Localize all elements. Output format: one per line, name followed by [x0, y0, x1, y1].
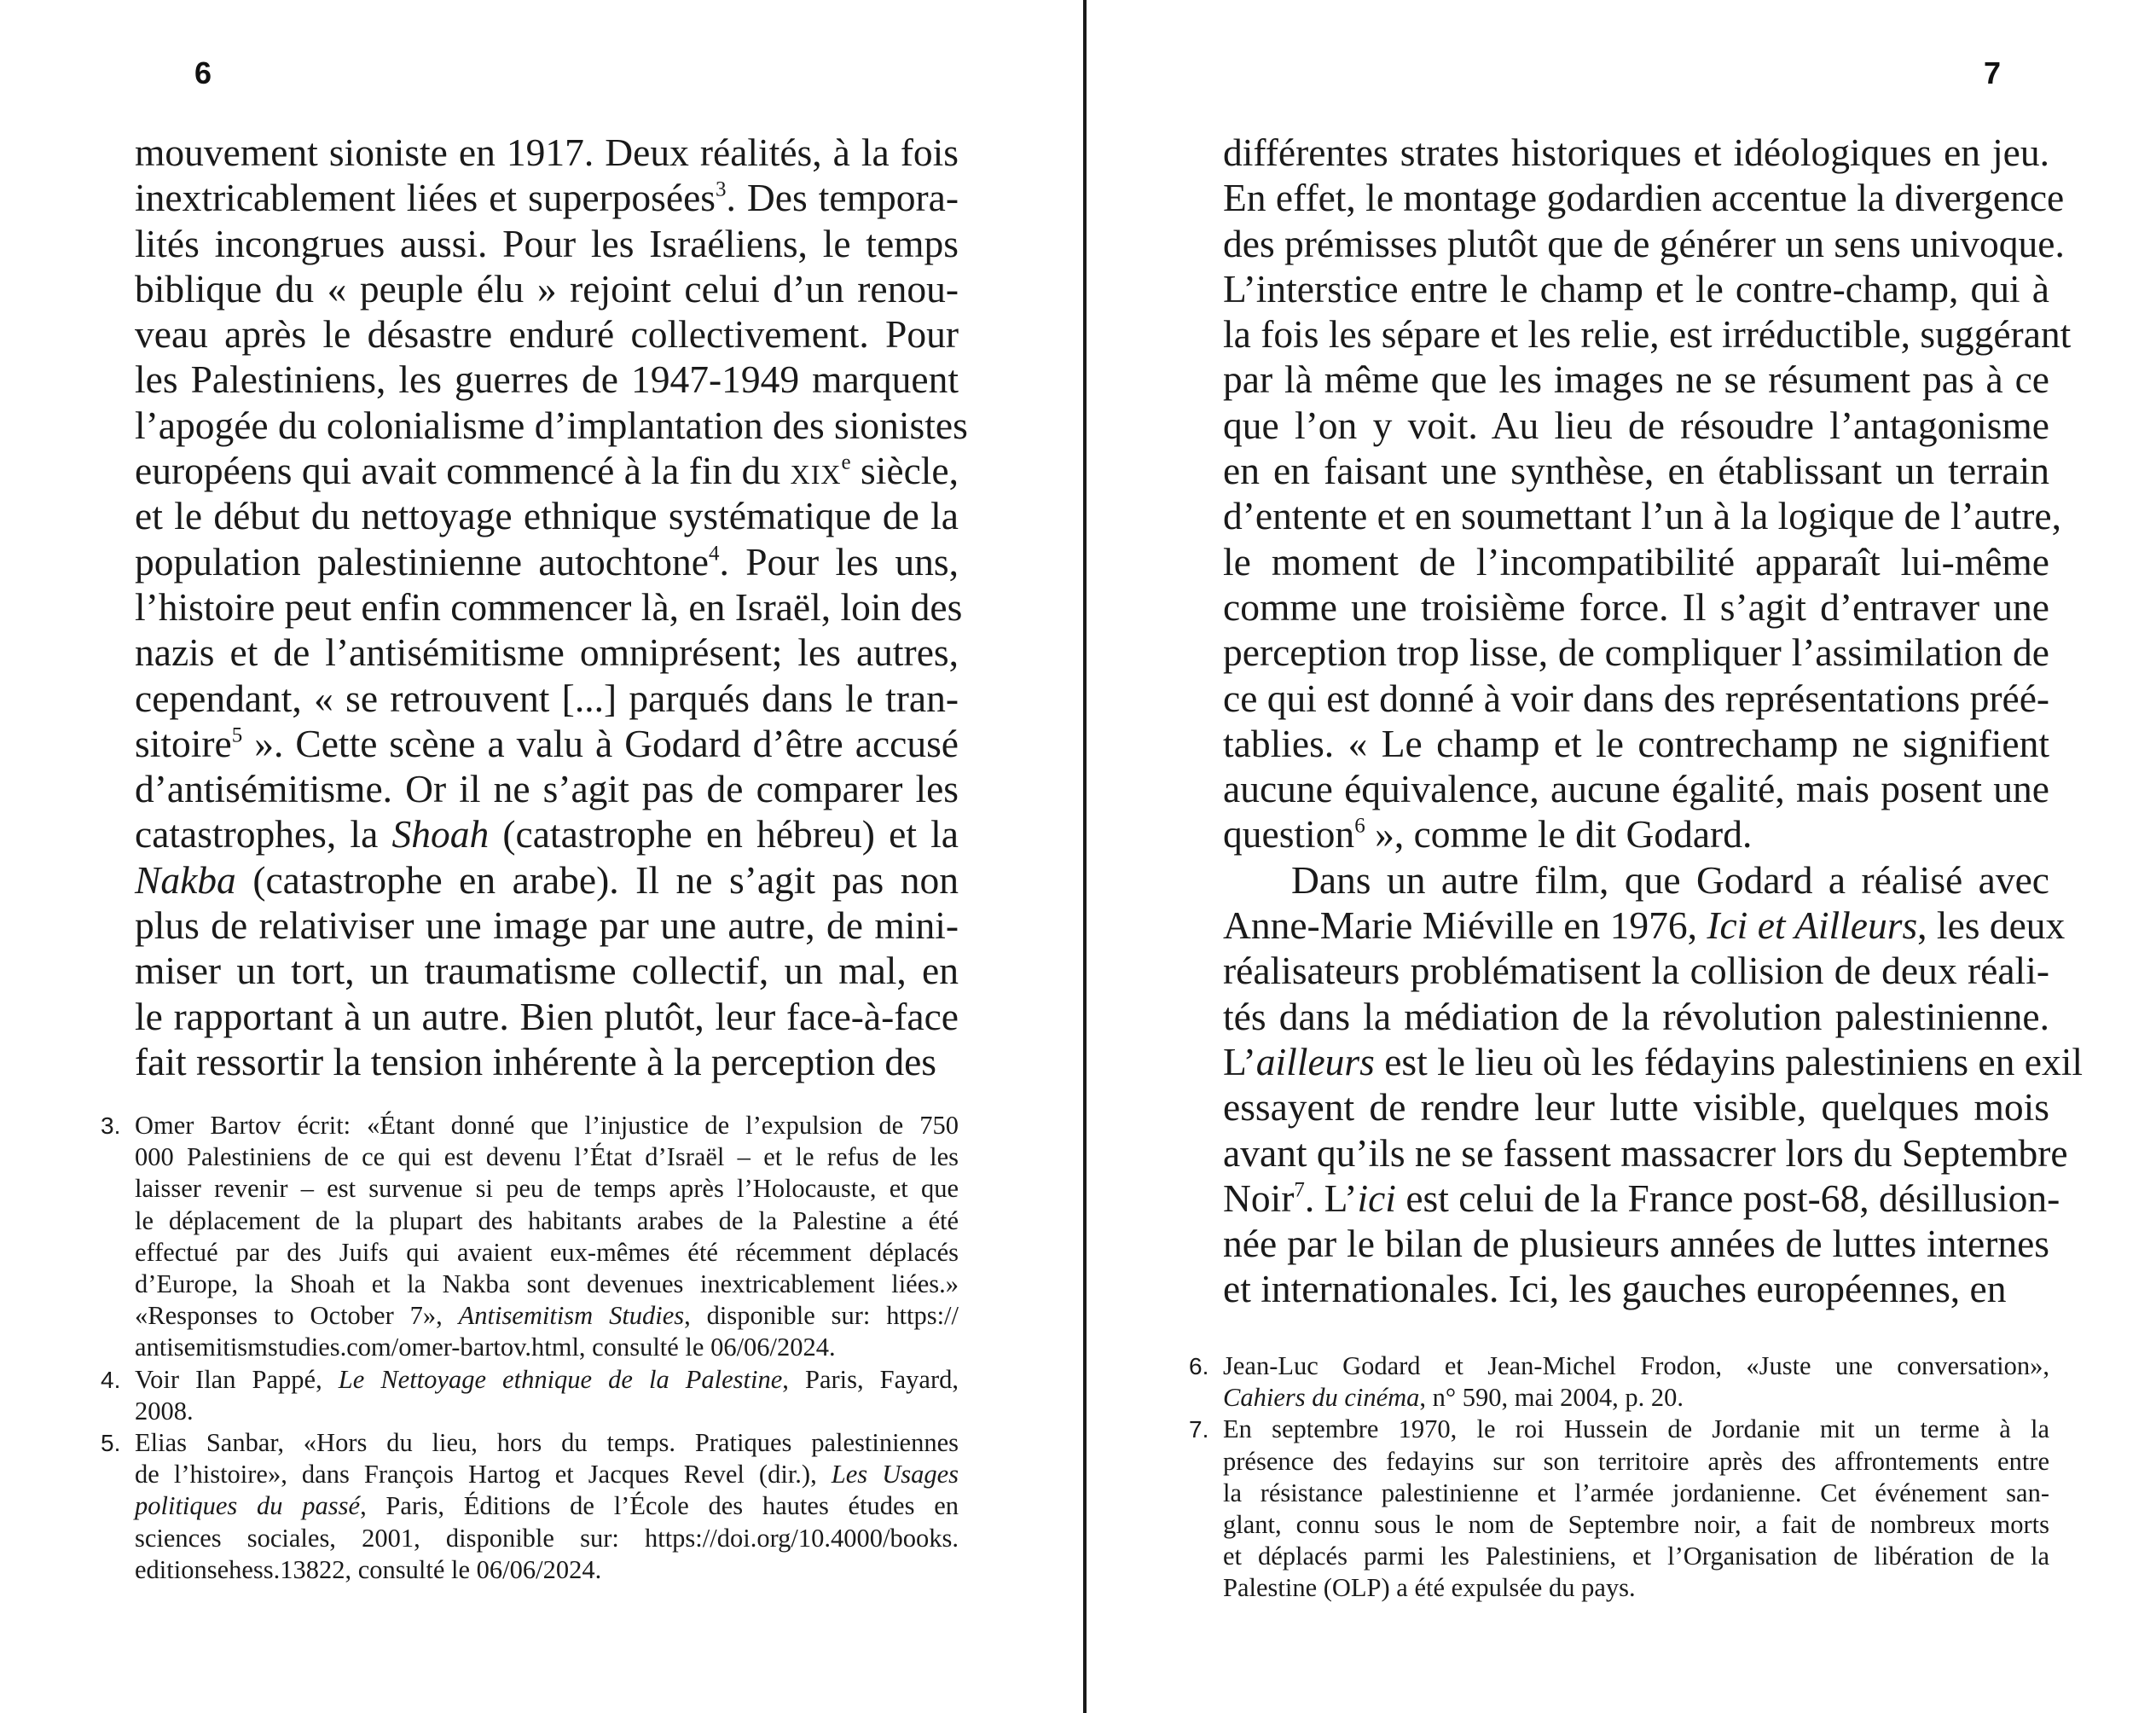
body-line: ce qui est donné à voir dans des représentations préé-	[1223, 676, 2050, 720]
body-line: lités incongrues aussi. Pour les Israéliens, le temps	[135, 221, 959, 265]
footnote-line: le déplacement de la plupart des habitants arabes de la Palestine a été	[135, 1205, 959, 1235]
footnote	[1189, 1350, 2049, 1414]
page-number: 7	[1984, 55, 2002, 90]
footnote-line: politiques du passé, Paris, Éditions de l’École des hautes études en	[135, 1491, 959, 1521]
body-line: l’histoire peut enfin commencer là, en Israël, loin des	[135, 584, 963, 629]
footnote-line: 5. Elias Sanbar, «Hors du lieu, hors du temps. Pratiques palestiniennes	[135, 1427, 959, 1459]
footnotes	[101, 1110, 959, 1586]
body-line: réalisateurs problématisent la collision de deux réali-	[1223, 949, 2049, 993]
body-line: tablies. « Le champ et le contrechamp ne signifient	[1223, 721, 2049, 765]
footnote-line: editionsehess.13822, consulté le 06/06/2024.	[135, 1554, 602, 1584]
body-line: inextricablement liées et superposées$^3$. Des tempora-	[135, 176, 959, 220]
footnote-number: 3.	[101, 1112, 121, 1139]
body-line: avant qu’ils ne se fassent massacrer lors du Septembre	[1223, 1130, 2068, 1175]
footnote	[101, 1110, 959, 1364]
body-line: catastrophes, la Shoah (catastrophe en hébreu) et la	[135, 812, 959, 856]
body-line: que l’on y voit. Au lieu de résoudre l’antagonisme	[1223, 403, 2049, 447]
body-text	[1223, 130, 2083, 1312]
body-line: veau après le désastre enduré collectivement. Pour	[135, 312, 959, 357]
body-line: et internationales. Ici, les gauches européennes, en	[1223, 1267, 2007, 1311]
body-line: question$^6$ », comme le dit Godard.	[1223, 812, 1753, 856]
body-line: par là même que les images ne se résument pas à ce	[1223, 357, 2049, 402]
footnote-number: 4.	[101, 1366, 121, 1393]
body-line: en en faisant une synthèse, en établissant un terrain	[1223, 449, 2049, 493]
footnote-line: 3. Omer Bartov écrit: «Étant donné que l’injustice de l’expulsion de 750	[135, 1110, 959, 1141]
footnote-number: 7.	[1189, 1416, 1209, 1443]
body-line: L’interstice entre le champ et le contre-champ, qui à	[1223, 266, 2049, 311]
body-line: Dans un autre film, que Godard a réalisé avec	[1291, 857, 2049, 902]
body-line: née par le bilan de plusieurs années de luttes internes	[1223, 1222, 2049, 1266]
body-line: essayent de rendre leur lutte visible, quelques mois	[1223, 1085, 2049, 1129]
footnote	[101, 1427, 959, 1586]
body-line: d’entente et en soumettant l’un à la logique de l’autre,	[1223, 494, 2061, 538]
body-line: la fois les sépare et les relie, est irréductible, suggérant	[1223, 312, 2072, 357]
body-line: population palestinienne autochtone$^4$. Pour les uns,	[135, 539, 959, 584]
footnote-line: effectué par des Juifs qui avaient eux-mêmes été récemment déplacés	[135, 1237, 959, 1267]
footnote-line: Cahiers du cinéma, n° 590, mai 2004, p. 20.	[1223, 1383, 1684, 1413]
body-line: d’antisémitisme. Or il ne s’agit pas de comparer les	[135, 767, 959, 811]
footnote-line: laisser revenir – est survenue si peu de temps après l’Holocauste, et que	[135, 1174, 959, 1204]
body-line: plus de relativiser une image par une autre, de mini-	[135, 903, 959, 948]
body-line: Nakba (catastrophe en arabe). Il ne s’agit pas non	[135, 857, 959, 902]
body-line: l’apogée du colonialisme d’implantation des sionistes	[135, 403, 968, 447]
footnote-line: sciences sociales, 2001, disponible sur: https://doi.org/10.4000/books.	[135, 1523, 959, 1553]
body-line: En effet, le montage godardien accentue la divergence	[1223, 176, 2065, 220]
body-line: aucune équivalence, aucune égalité, mais posent une	[1223, 767, 2049, 811]
footnote-line: 2008.	[135, 1396, 194, 1426]
footnote-line: présence des fedayins sur son territoire après des affrontements entre	[1223, 1446, 2049, 1476]
body-text	[135, 130, 968, 1084]
body-line: et le début du nettoyage ethnique systématique de la	[135, 494, 959, 538]
body-line: le moment de l’incompatibilité apparaît lui-même	[1223, 539, 2049, 584]
footnote-line: Palestine (OLP) a été expulsée du pays.	[1223, 1573, 1636, 1603]
body-line: comme une troisième force. Il s’agit d’entraver une	[1223, 584, 2049, 629]
body-line: tés dans la médiation de la révolution palestinienne.	[1223, 994, 2049, 1038]
body-line: biblique du « peuple élu » rejoint celui d’un renou-	[135, 266, 959, 311]
footnote-number: 5.	[101, 1430, 121, 1457]
footnote-line: antisemitismstudies.com/omer-bartov.html, consulté le 06/06/2024.	[135, 1333, 836, 1362]
footnote-line: et déplacés parmi les Palestiniens, et l’Organisation de libération de la	[1223, 1542, 2049, 1571]
body-line: mouvement sioniste en 1917. Deux réalités, à la fois	[135, 131, 959, 174]
body-line: le rapportant à un autre. Bien plutôt, leur face-à-face	[135, 994, 959, 1038]
footnote-line: 7. En septembre 1970, le roi Hussein de Jordanie mit un terme à la	[1223, 1414, 2049, 1445]
footnote	[1189, 1414, 2049, 1604]
body-line: miser un tort, un traumatisme collectif, un mal, en	[135, 949, 959, 993]
page-gutter-divider	[1083, 0, 1087, 1713]
footnote-line: «Responses to October 7», Antisemitism Studies, disponible sur: https://	[135, 1301, 959, 1331]
body-line: fait ressortir la tension inhérente à la perception des	[135, 1039, 936, 1083]
right-page	[1088, 0, 2156, 1713]
body-line: les Palestiniens, les guerres de 1947-1949 marquent	[135, 357, 959, 402]
footnote-line: glant, connu sous le nom de Septembre noir, a fait de nombreux morts	[1223, 1510, 2049, 1540]
footnote	[101, 1364, 959, 1427]
body-line: européens qui avait commencé à la fin du xix$^e$ siècle,	[135, 449, 959, 493]
body-line: nazis et de l’antisémitisme omniprésent; les autres,	[135, 630, 959, 675]
body-line: différentes strates historiques et idéologiques en jeu.	[1223, 131, 2049, 174]
footnote-line: de l’histoire», dans François Hartog et Jacques Revel (dir.), Les Usages	[135, 1460, 959, 1489]
footnote-number: 6.	[1189, 1353, 1209, 1379]
page-number: 6	[194, 55, 212, 90]
footnote-line: 4. Voir Ilan Pappé, Le Nettoyage ethnique de la Palestine, Paris, Fayard,	[135, 1364, 959, 1396]
footnote-line: la résistance palestinienne et l’armée jordanienne. Cet événement san-	[1223, 1478, 2049, 1507]
body-line: Anne-Marie Miéville en 1976, Ici et Ailleurs, les deux	[1223, 903, 2066, 948]
footnote-line: 000 Palestiniens de ce qui est devenu l’État d’Israël – et le refus de les	[135, 1142, 959, 1172]
footnote-line: 6. Jean-Luc Godard et Jean-Michel Frodon, «Juste une conversation»,	[1223, 1350, 2049, 1382]
body-line: des prémisses plutôt que de générer un sens univoque.	[1223, 221, 2065, 265]
footnote-line: d’Europe, la Shoah et la Nakba sont devenues inextricablement liées.»	[135, 1269, 959, 1299]
footnotes	[1189, 1350, 2049, 1605]
body-line: perception trop lisse, de compliquer l’assimilation de	[1223, 630, 2049, 675]
body-line: cependant, « se retrouvent [...] parqués dans le tran-	[135, 676, 959, 720]
body-line: sitoire$^5$ ». Cette scène a valu à Godard d’être accusé	[135, 721, 959, 765]
body-line: Noir$^7$. L’ici est celui de la France post-68, désillusion-	[1223, 1176, 2060, 1220]
body-line: L’ailleurs est le lieu où les fédayins palestiniens en exil	[1223, 1039, 2083, 1083]
